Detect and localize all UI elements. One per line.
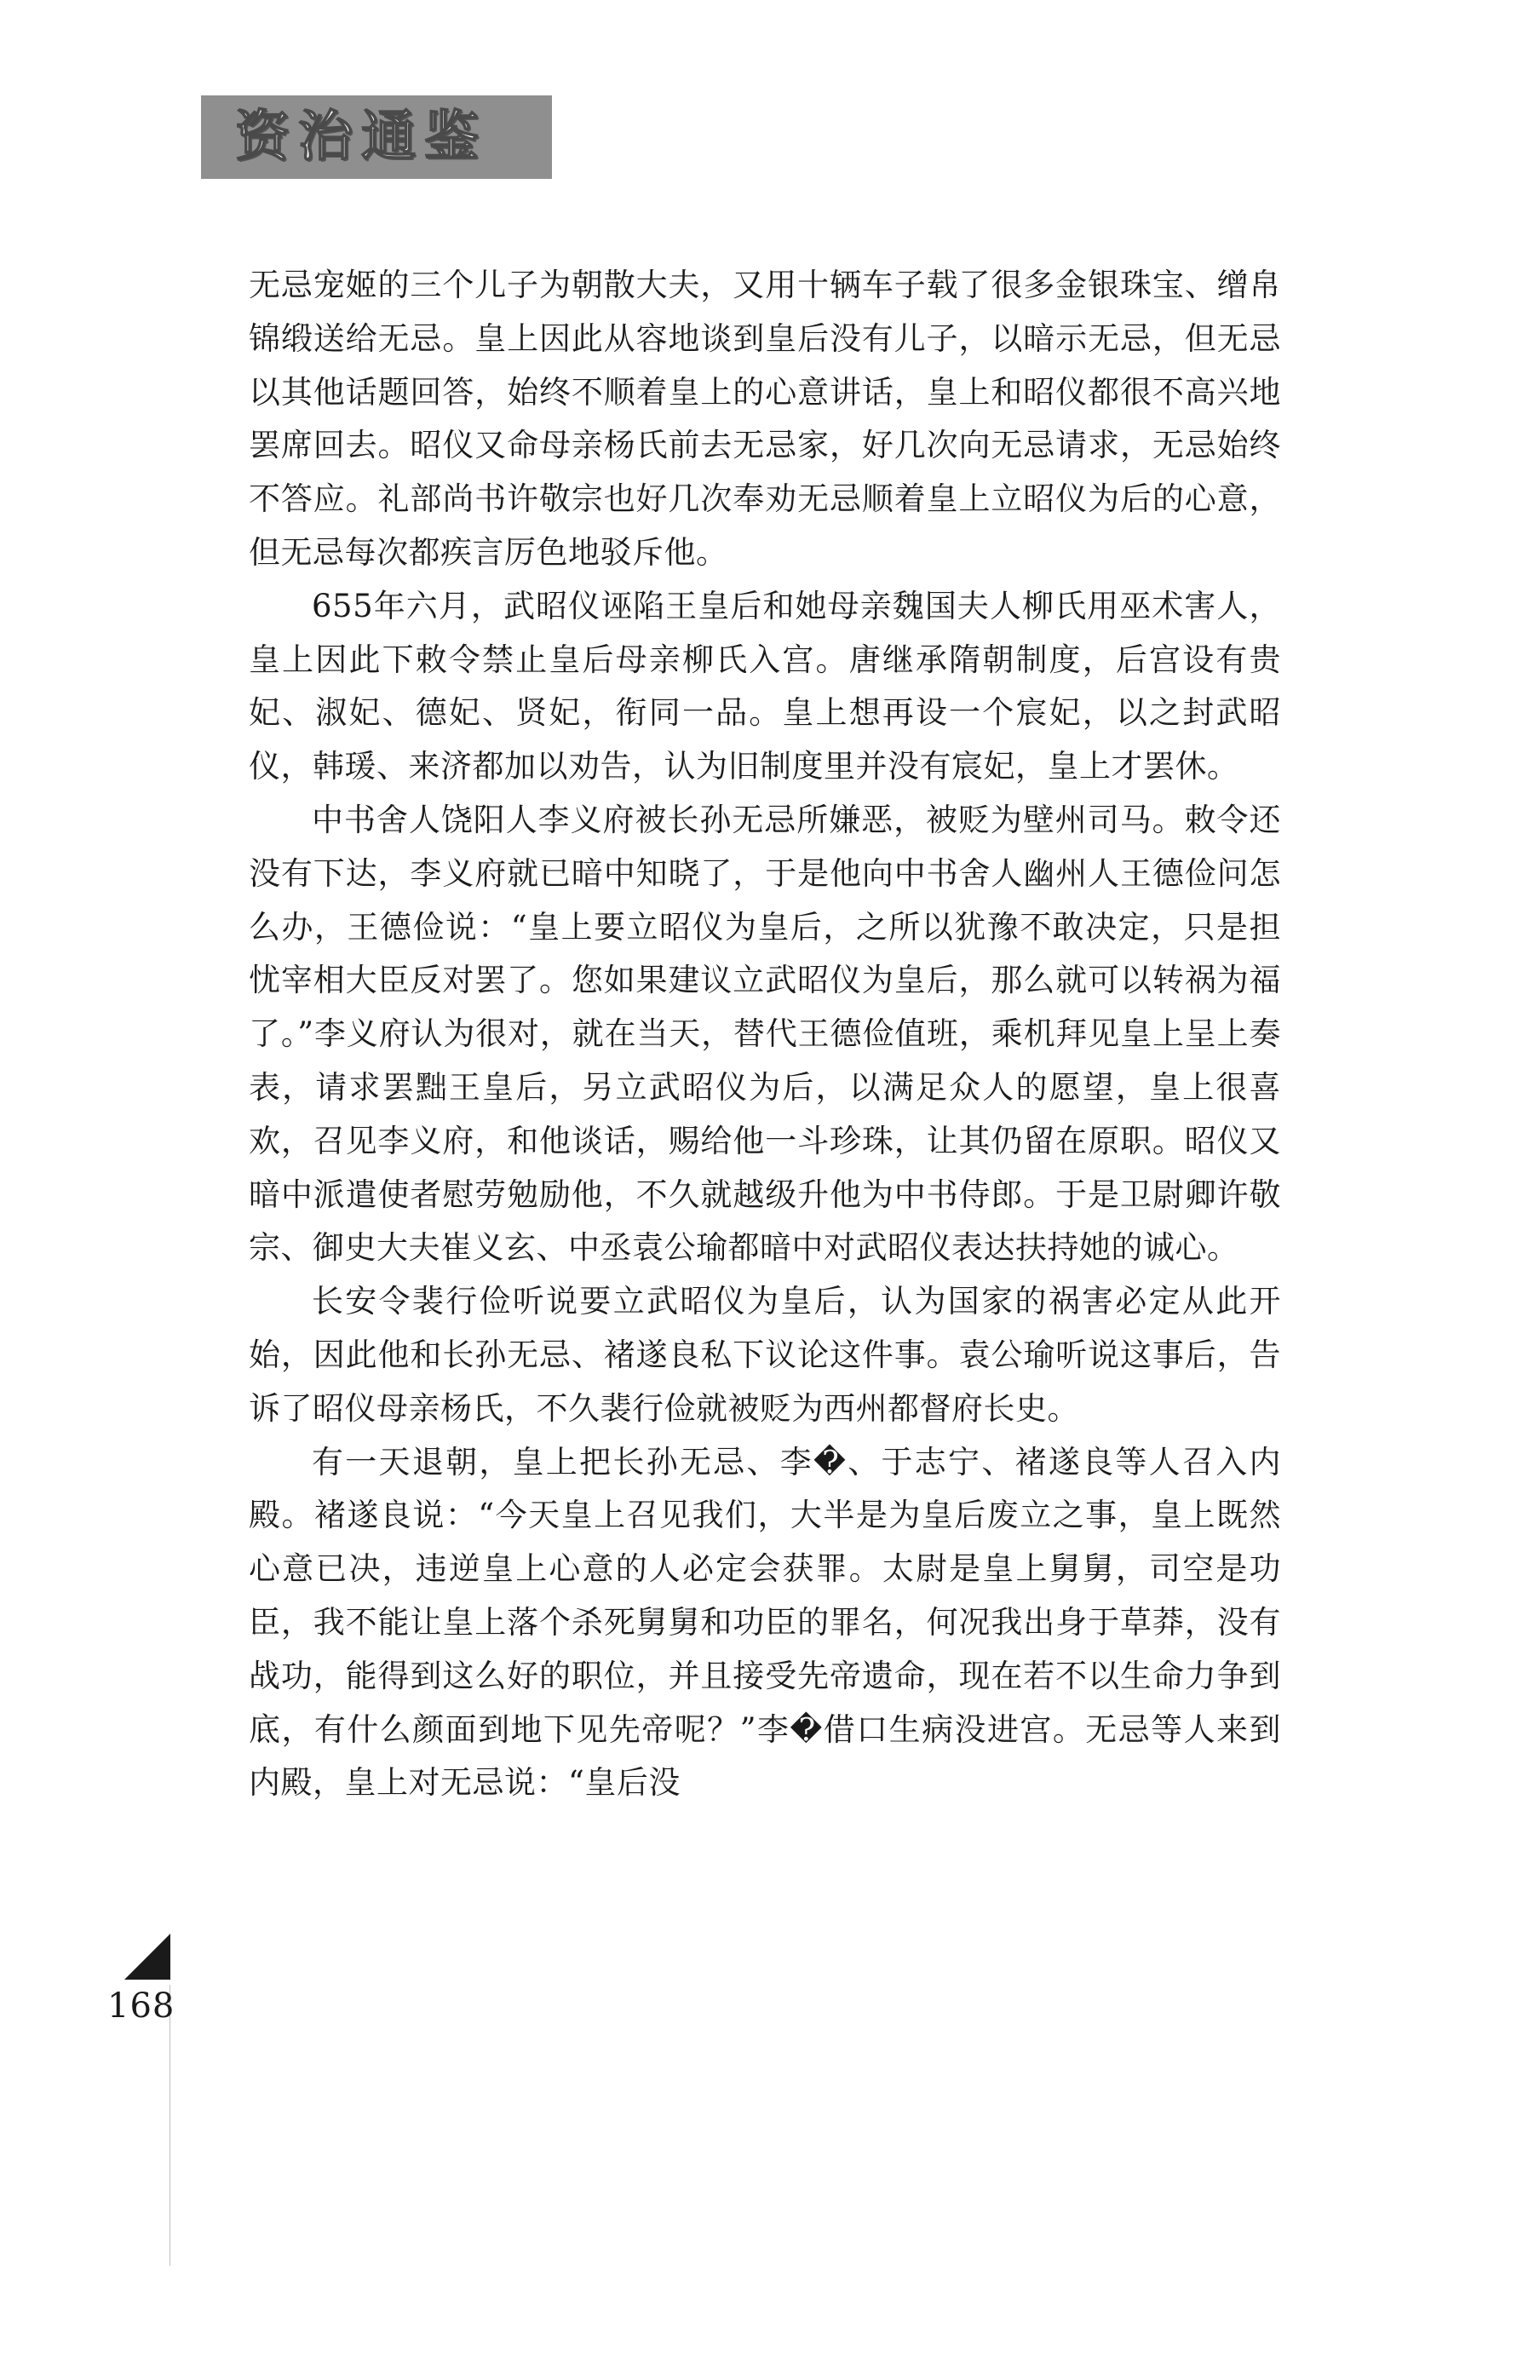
paragraph-2: 655年六月，武昭仪诬陷王皇后和她母亲魏国夫人柳氏用巫术害人，皇上因此下敕令禁止皇后母亲柳氏入宫。唐继承隋朝制度，后宫设有贵妃、淑妃、德妃、贤妃，衔同一品。皇上想再设一个宸妃，以之封武昭仪，韩瑗、来济都加以劝告，认为旧制度里并没有宸妃，皇上才罢休。 bbox=[249, 587, 1281, 785]
paragraph-4: 长安令裴行俭听说要立武昭仪为皇后，认为国家的祸害必定从此开始，因此他和长孙无忌、褚遂良私下议论这件事。袁公瑜听说这事后，告诉了昭仪母亲杨氏，不久裴行俭就被贬为西州都督府长史。 bbox=[249, 1283, 1281, 1427]
paragraph-1: 无忌宠姬的三个儿子为朝散大夫，又用十辆车子载了很多金银珠宝、缯帛锦缎送给无忌。皇上因此从容地谈到皇后没有儿子，以暗示无忌，但无忌以其他话题回答，始终不顺着皇上的心意讲话，皇上和昭仪都很不高兴地罢席回去。昭仪又命母亲杨氏前去无忌家，好几次向无忌请求，无忌始终不答应。礼部尚书许敬宗也好几次奉劝无忌顺着皇上立昭仪为后的心意，但无忌每次都疾言厉色地驳斥他。 bbox=[249, 267, 1281, 571]
book-title-banner bbox=[201, 95, 552, 179]
book-title: 资治通鉴 bbox=[235, 106, 487, 169]
paragraph-5: 有一天退朝，皇上把长孙无忌、李�、于志宁、褚遂良等人召入内殿。褚遂良说：“今天皇上召见我们，大半是为皇后废立之事，皇上既然心意已决，违逆皇上心意的人必定会获罪。太尉是皇上舅舅，司空是功臣，我不能让皇上落个杀死舅舅和功臣的罪名，何况我出身于草莽，没有战功，能得到这么好的职位，并且接受先帝遗命，现在若不以生命力争到底，有什么颜面到地下见先帝呢？”李�借口生病没进宫。无忌等人来到内殿，皇上对无忌说：“皇后没 bbox=[249, 1443, 1281, 1802]
body-text bbox=[249, 259, 1281, 1810]
paragraph-3: 中书舍人饶阳人李义府被长孙无忌所嫌恶，被贬为壁州司马。敕令还没有下达，李义府就已暗中知晓了，于是他向中书舍人幽州人王德俭问怎么办，王德俭说：“皇上要立昭仪为皇后，之所以犹豫不敢决定，只是担忧宰相大臣反对罢了。您如果建议立武昭仪为皇后，那么就可以转祸为福了。”李义府认为很对，就在当天，替代王德俭值班，乘机拜见皇上呈上奏表，请求罢黜王皇后，另立武昭仪为后，以满足众人的愿望，皇上很喜欢，召见李义府，和他谈话，赐给他一斗珍珠，让其仍留在原职。昭仪又暗中派遣使者慰劳勉励他，不久就越级升他为中书侍郎。于是卫尉卿许敬宗、御史大夫崔义玄、中丞袁公瑜都暗中对武昭仪表达扶持她的诚心。 bbox=[249, 801, 1281, 1267]
page-corner-triangle bbox=[124, 1934, 170, 1980]
page-number: 168 bbox=[107, 1986, 175, 2026]
